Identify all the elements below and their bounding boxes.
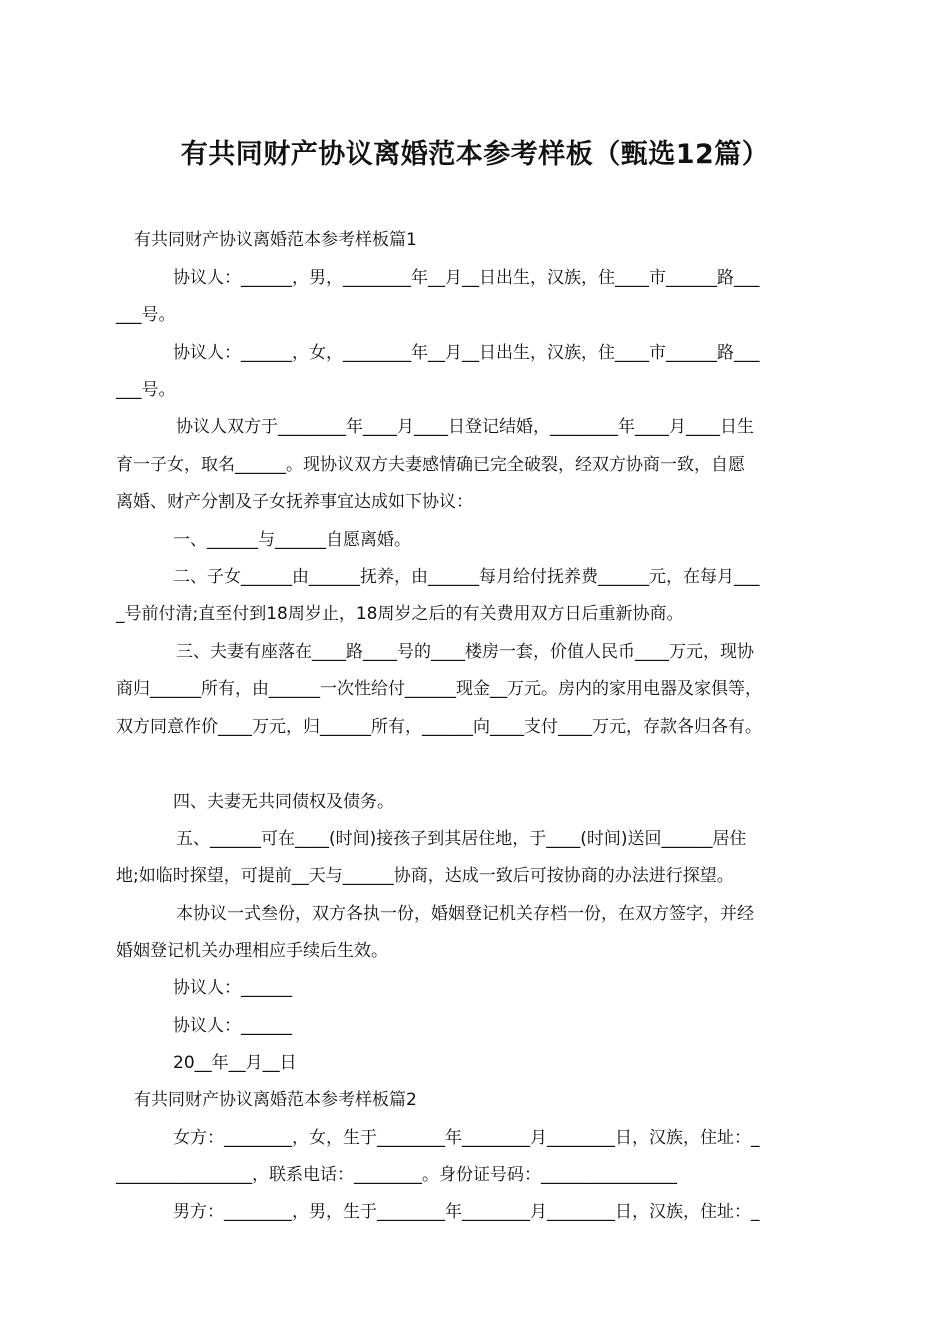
paragraph-line: ___号。 — [116, 380, 176, 400]
paragraph-line: 本协议一式叁份，双方各执一份，婚姻登记机关存档一份，在双方签字，并经 — [176, 904, 754, 924]
paragraph-line: 地;如临时探望，可提前__天与______协商，达成一致后可按协商的办法进行探望。 — [116, 866, 734, 886]
document-title: 有共同财产协议离婚范本参考样板（甄选12篇） — [180, 139, 770, 170]
paragraph-line: 育一子女，取名______。现协议双方夫妻感情确已完全破裂，经双方协商一致，自愿 — [116, 455, 745, 475]
paragraph-line: 商归______所有，由______一次性给付______现金__万元。房内的家用电器及家俱等， — [116, 679, 762, 699]
paragraph-line: 五、______可在____(时间)接孩子到其居住地，于____(时间)送回______居住 — [176, 829, 747, 849]
paragraph-line: 四、夫妻无共同债权及债务。 — [173, 792, 394, 812]
paragraph-line: 三、夫妻有座落在____路____号的____楼房一套，价值人民币____万元，现协 — [176, 642, 754, 662]
paragraph-line: 协议人双方于________年____月____日登记结婚，________年____月____日生 — [176, 417, 754, 437]
signature-line: 协议人：______ — [173, 1016, 292, 1036]
section-heading-1: 有共同财产协议离婚范本参考样板篇1 — [134, 230, 417, 250]
paragraph-line: 双方同意作价____万元，归______所有，______向____支付____万元，存款各归各有。 — [116, 717, 762, 737]
paragraph-line: ___号。 — [116, 305, 176, 325]
paragraph-line: 一、______与______自愿离婚。 — [173, 530, 411, 550]
paragraph-line: 女方：________，女，生于________年________月________日，汉族，住址：_ — [173, 1128, 760, 1148]
paragraph-line: ________________，联系电话：________。身份证号码：________________ — [116, 1165, 677, 1185]
paragraph-line: 婚姻登记机关办理相应手续后生效。 — [116, 941, 388, 961]
paragraph-line: 男方：________，男，生于________年________月________日，汉族，住址：_ — [173, 1202, 760, 1222]
date-line: 20__年__月__日 — [173, 1053, 297, 1073]
paragraph-line: 二、子女______由______抚养，由______每月给付抚养费______元，在每月___ — [173, 567, 760, 587]
paragraph-line: 离婚、财产分割及子女抚养事宜达成如下协议： — [116, 492, 473, 512]
section-heading-2: 有共同财产协议离婚范本参考样板篇2 — [134, 1090, 417, 1110]
signature-line: 协议人：______ — [173, 978, 292, 998]
paragraph-line: _号前付清;直至付到18周岁止，18周岁之后的有关费用双方日后重新协商。 — [116, 604, 684, 624]
paragraph-line: 协议人：______，女，________年__月__日出生，汉族，住____市______路___ — [173, 343, 760, 363]
paragraph-line: 协议人：______，男，________年__月__日出生，汉族，住____市______路___ — [173, 268, 760, 288]
